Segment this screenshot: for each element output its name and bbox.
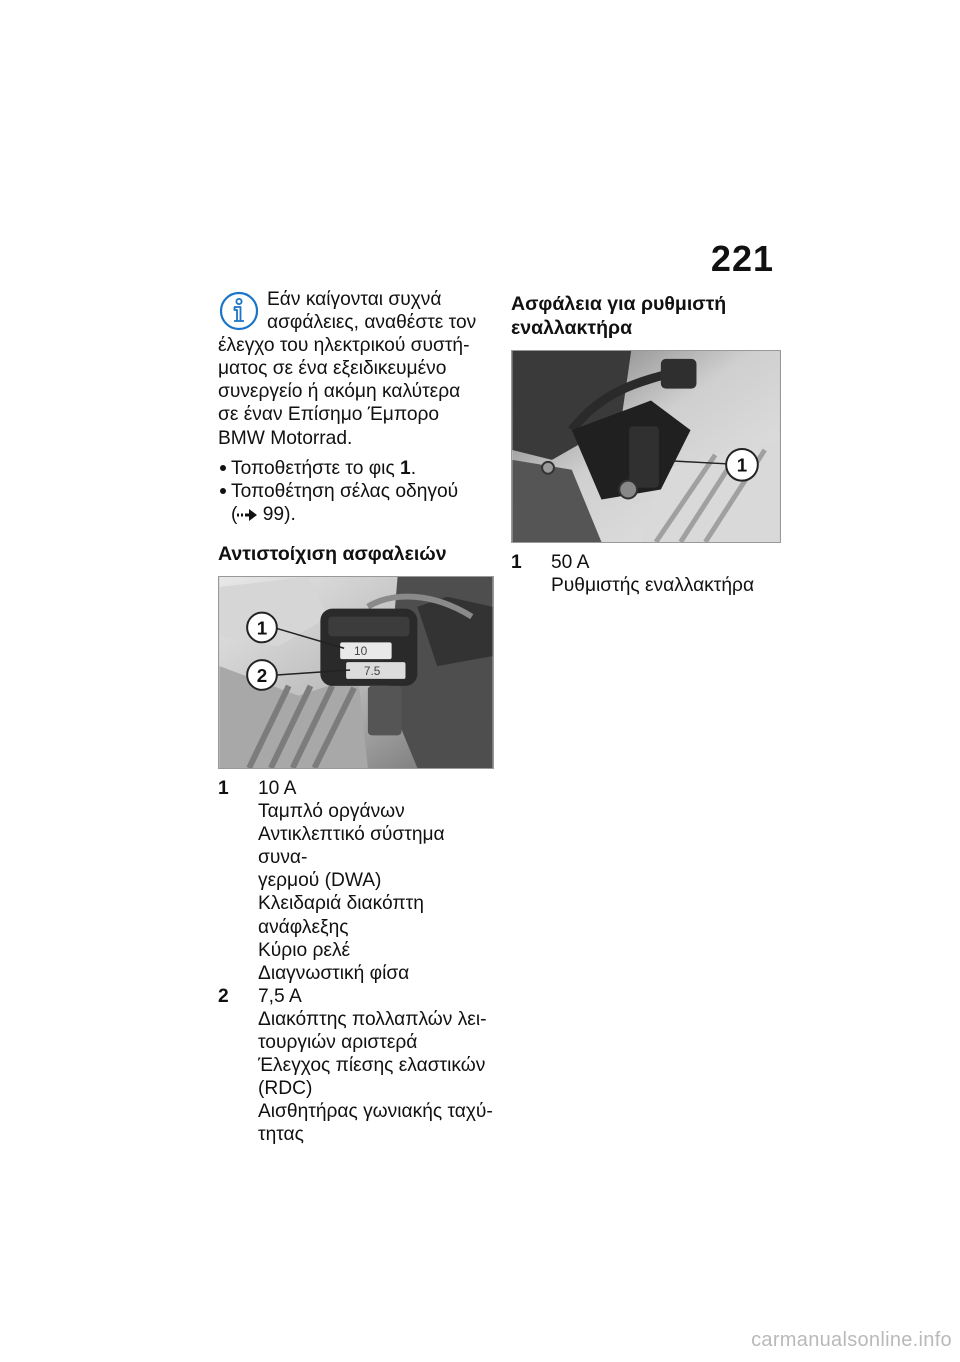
step-list — [218, 457, 494, 526]
legend-line: τουργιών αριστερά — [258, 1031, 418, 1053]
left-column — [218, 288, 494, 1146]
step-end: . — [410, 457, 417, 479]
step-text: Τοποθετήστε το φις — [231, 457, 401, 479]
regulator-fuse-photo — [511, 350, 781, 543]
heading-line: εναλλακτήρα — [511, 317, 633, 339]
fuse-box-photo — [218, 576, 494, 769]
legend-line: γερμού (DWA) — [258, 870, 382, 892]
legend-number: 1 — [218, 777, 229, 799]
page-number: 221 — [710, 238, 774, 279]
info-icon — [218, 290, 260, 332]
legend-line: Αντικλεπτικό σύστημα συνα- — [258, 824, 445, 869]
note-line: ματος σε ένα εξειδικευμένο — [218, 358, 447, 380]
legend-line: τητας — [258, 1124, 304, 1146]
page-reference[interactable] — [231, 503, 494, 526]
section-heading — [511, 292, 781, 340]
legend-line: Ρυθμιστής εναλλακτήρα — [551, 575, 755, 597]
step-item — [218, 457, 494, 480]
regulator-legend — [511, 551, 781, 597]
note-line: έλεγχο του ηλεκτρικού συστή- — [218, 335, 470, 357]
callout-2: 2 — [256, 664, 268, 686]
heading-line: Ασφάλεια για ρυθμιστή — [511, 293, 727, 315]
step-text: Τοποθέτηση σέλας οδηγού — [231, 480, 459, 502]
legend-number: 1 — [511, 552, 522, 573]
ref-page: 99). — [257, 503, 296, 525]
site-watermark: carmanualsonline.info — [751, 1329, 952, 1351]
arrow-right-icon — [237, 509, 257, 521]
legend-line: Διακόπτης πολλαπλών λει- — [258, 1008, 487, 1030]
fuse-label: 10 — [354, 644, 368, 659]
legend-line: 7,5 A — [258, 985, 302, 1007]
info-note — [218, 288, 494, 450]
legend-item — [218, 777, 494, 985]
note-line: σε έναν Επίσημο Έμπορο — [218, 404, 440, 426]
note-line: ασφάλειες, αναθέστε τον — [267, 312, 477, 334]
legend-line: (RDC) — [258, 1078, 313, 1100]
note-line: συνεργείο ή ακόμη καλύτερα — [218, 381, 461, 403]
legend-line: Κλειδαριά διακόπτη — [258, 893, 424, 915]
right-column — [511, 288, 781, 597]
legend-item — [218, 985, 494, 1147]
callout-1: 1 — [736, 454, 748, 476]
step-item — [218, 480, 494, 526]
legend-line: Αισθητήρας γωνιακής ταχύ- — [258, 1101, 493, 1123]
callout-1: 1 — [256, 617, 268, 639]
legend-number: 2 — [218, 985, 229, 1007]
legend-line: Διαγνωστική φίσα — [258, 962, 410, 984]
section-heading: Αντιστοίχιση ασφαλειών — [218, 542, 447, 565]
legend-line: ανάφλεξης — [258, 916, 349, 938]
note-line: BMW Motorrad. — [218, 427, 353, 449]
legend-line: Κύριο ρελέ — [258, 939, 351, 961]
note-line: Εάν καίγονται συχνά — [267, 289, 442, 310]
legend-line: 10 A — [258, 777, 297, 799]
step-ref: 1 — [400, 457, 411, 479]
legend-item — [511, 551, 781, 597]
ref-paren: ( — [231, 503, 238, 525]
legend-line: Έλεγχος πίεσης ελαστικών — [258, 1055, 486, 1077]
legend-line: Ταμπλό οργάνων — [258, 801, 405, 823]
fuse-label: 7.5 — [363, 663, 381, 678]
fuse-legend — [218, 777, 494, 1147]
legend-line: 50 A — [551, 552, 590, 573]
